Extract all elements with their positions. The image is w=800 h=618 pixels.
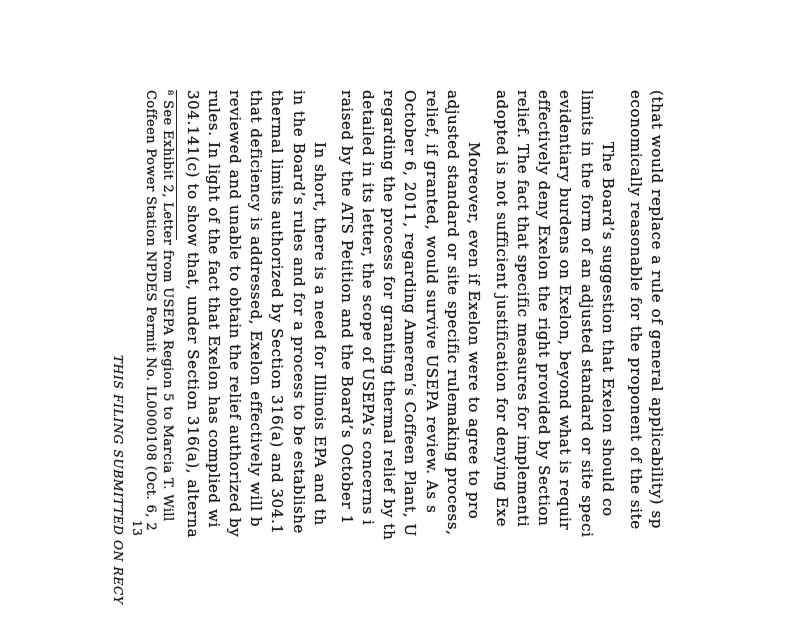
body-line: that deficiency is addressed, Exelon effectively will b bbox=[247, 90, 265, 528]
body-line: (that would replace a rule of general applicability) sp bbox=[648, 90, 666, 529]
body-line: rules. In light of the fact that Exelon has complied wi bbox=[205, 90, 223, 528]
body-line: adopted is not sufficient justification for denying Exe bbox=[493, 90, 511, 528]
footnote-line: ⁸ See Exhibit 2, Letter from USEPA Region 5 to Marcia T. Will bbox=[160, 90, 175, 522]
body-line: Moreover, even if Exelon were to agree to pro bbox=[465, 142, 483, 520]
body-line: thermal limits authorized by Section 316(a) and 304.1 bbox=[268, 90, 286, 535]
body-line: limits in the form of an adjusted standard or site speci bbox=[578, 90, 596, 538]
body-line: relief. The fact that specific measures for implementi bbox=[514, 90, 532, 528]
body-line: effectively deny Exelon the right provided by Section bbox=[535, 90, 553, 527]
page-header: THIS FILING SUBMITTED ON RECY bbox=[111, 355, 125, 605]
body-line: The Board’s suggestion that Exelon should co bbox=[599, 142, 617, 517]
body-line: detailed in its letter, the scope of USEPA’s concerns i bbox=[359, 90, 377, 526]
body-line: October 6, 2011, regarding Ameren’s Coffeen Plant, U bbox=[401, 90, 419, 537]
body-line: regarding the process for granting thermal relief by th bbox=[380, 90, 398, 541]
body-line: 304.141(c) to show that, under Section 316(a), alterna bbox=[184, 90, 202, 539]
body-line: reviewed and unable to obtain the relief authorized by bbox=[226, 90, 244, 538]
page-number: 13 bbox=[130, 520, 144, 537]
footnote-line: Coffeen Power Station NPDES Permit No. IL0000108 (Oct. 6, 2 bbox=[143, 90, 158, 532]
body-line: raised by the ATS Petition and the Board’s October 1 bbox=[338, 90, 356, 525]
body-line: In short, there is a need for Illinois EPA and th bbox=[311, 142, 329, 526]
body-line: evidentiary burdens on Exelon, beyond what is requir bbox=[556, 90, 574, 531]
body-line: adjusted standard or site specific rulemaking process, bbox=[444, 90, 462, 536]
body-line: relief, if granted, would survive USEPA review. As s bbox=[423, 90, 441, 514]
footnote-divider bbox=[176, 90, 177, 240]
body-line: in the Board’s rules and for a process to be establishe bbox=[290, 90, 308, 535]
body-line: economically reasonable for the proponent of the site bbox=[627, 90, 645, 530]
